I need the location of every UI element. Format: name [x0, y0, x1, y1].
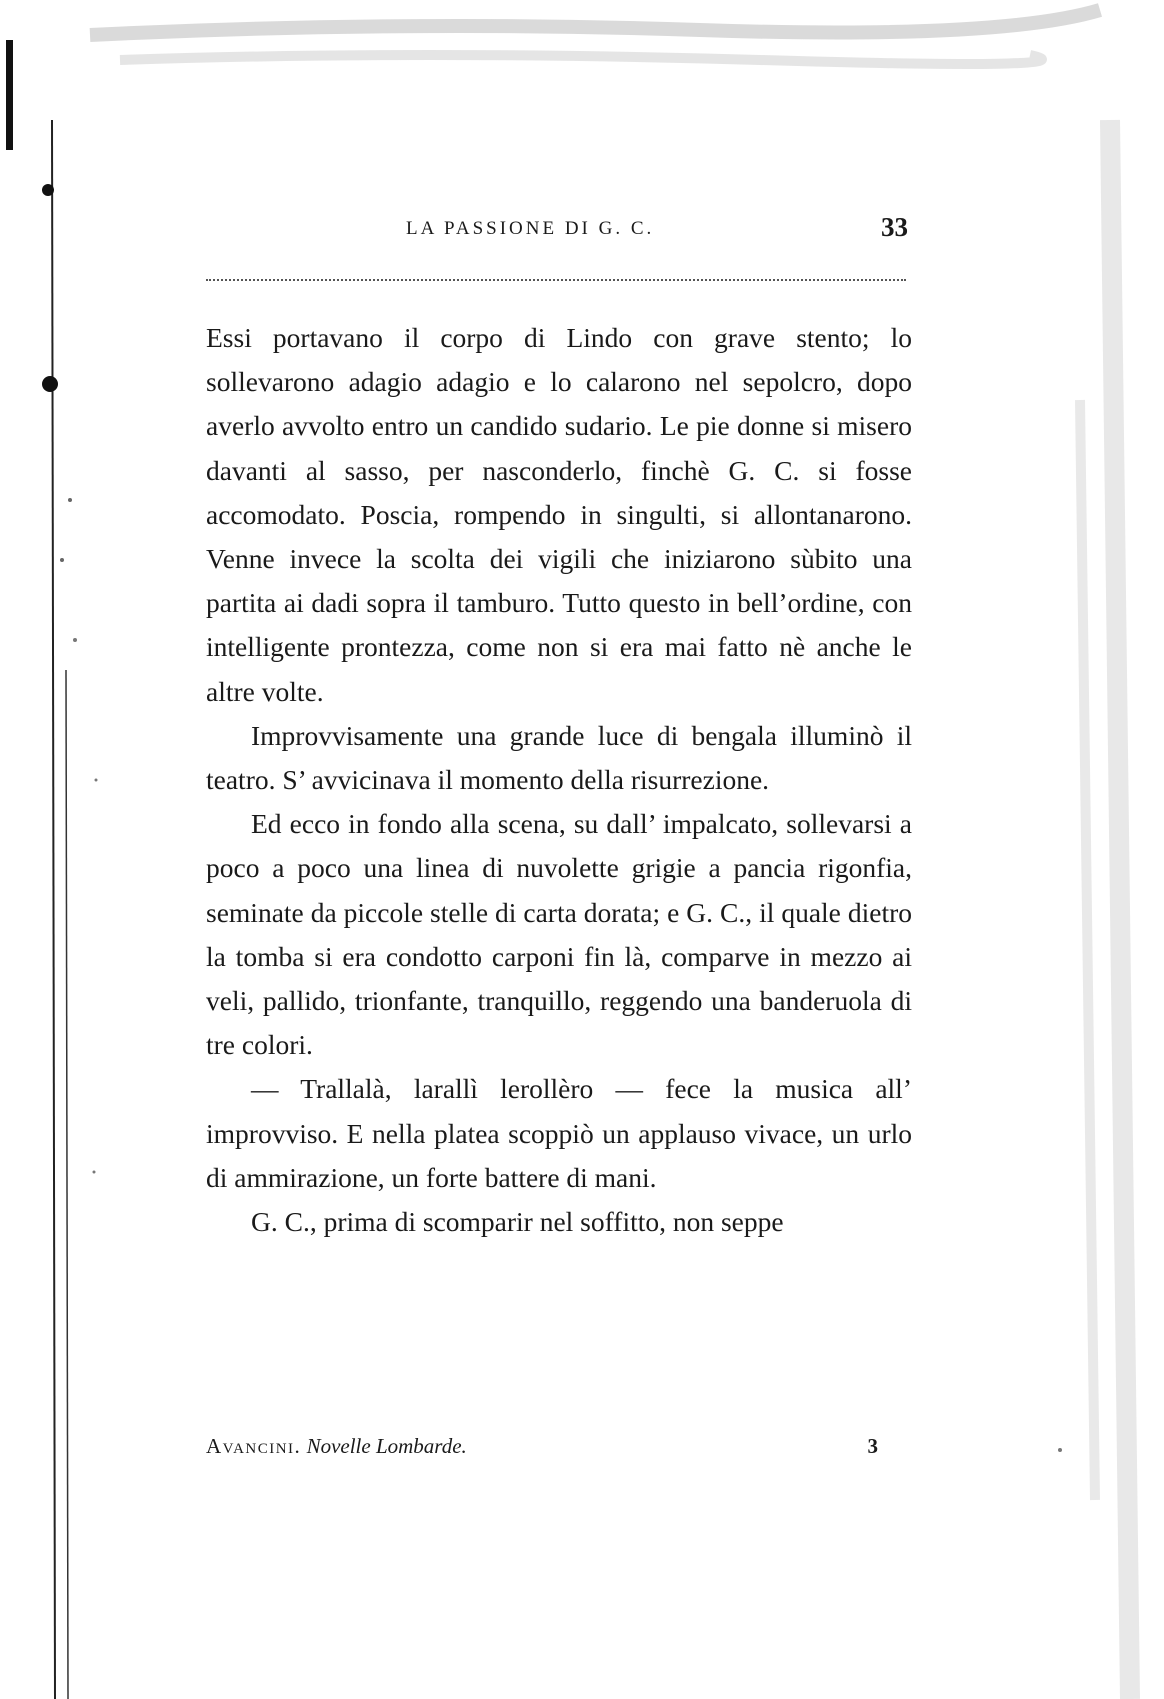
- paragraph: — Trallalà, larallì lerollèro — fece la musica all’ improvviso. E nella platea scoppiò un applauso vivace, un urlo di ammirazione, un forte battere di mani.: [206, 1073, 912, 1193]
- signature-line: [206, 1434, 878, 1466]
- paragraph: Ed ecco in fondo alla scena, su dall’ impalcato, sollevarsi a poco a poco una linea di nuvolette grigie a pancia rigonfia, seminate da piccole stelle di carta dorata; e G. C., il quale dietro la tomba si era condotto carponi fin là, comparve in mezzo ai veli, pallido, trionfante, tranquillo, reggendo una banderuola di tre colori.: [206, 808, 912, 1061]
- paragraph: Improvvisamente una grande luce di bengala illuminò il teatro. S’ avvicinava il momento della risurrezione.: [206, 719, 912, 796]
- header-divider: [206, 279, 906, 281]
- running-title: LA PASSIONE DI G. C.: [406, 218, 655, 239]
- body-text: [206, 316, 912, 1244]
- paragraph: G. C., prima di scomparir nel soffitto, non seppe: [251, 1206, 784, 1238]
- page-number: 33: [881, 212, 908, 242]
- signature-author: Avancini.: [206, 1434, 302, 1458]
- signature-book-title: Novelle Lombarde.: [306, 1434, 467, 1458]
- running-head: [206, 212, 906, 252]
- signature-number: 3: [867, 1434, 878, 1458]
- paragraph: Essi portavano il corpo di Lindo con grave stento; lo sollevarono adagio adagio e lo calarono nel sepolcro, dopo averlo avvolto entro un candido sudario. Le pie donne si misero davanti al sasso, per nasconderlo, finchè G. C. si fosse accomodato. Poscia, rompendo in singulti, si allontanarono. Venne invece la scolta dei vigili che iniziarono sùbito una partita ai dadi sopra il tamburo. Tutto questo in bell’ordine, con intelligente prontezza, come non si era mai fatto nè anche le altre volte.: [206, 322, 912, 707]
